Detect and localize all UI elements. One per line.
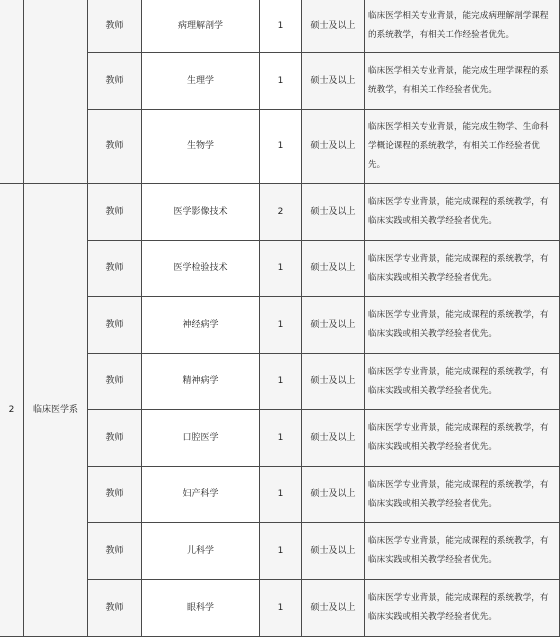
cell-requirement: 临床医学专业背景，能完成课程的系统教学，有临床实践或相关教学经验者优先。 [365, 184, 560, 241]
cell-role: 教师 [88, 523, 142, 580]
cell-degree: 硕士及以上 [302, 241, 365, 297]
cell-role: 教师 [88, 53, 142, 110]
cell-requirement: 临床医学专业背景，能完成课程的系统教学，有临床实践或相关教学经验者优先。 [365, 241, 560, 297]
cell-role: 教师 [88, 110, 142, 184]
cell-count: 1 [260, 410, 302, 467]
cell-index: 2 [0, 184, 24, 637]
cell-count: 1 [260, 110, 302, 184]
cell-requirement: 临床医学相关专业背景，能完成生物学、生命科学概论课程的系统教学，有相关工作经验者优先。 [365, 110, 560, 184]
cell-subject: 儿科学 [142, 523, 260, 580]
cell-degree: 硕士及以上 [302, 184, 365, 241]
cell-count: 1 [260, 0, 302, 53]
cell-requirement: 临床医学专业背景，能完成课程的系统教学，有临床实践或相关教学经验者优先。 [365, 523, 560, 580]
cell-count: 1 [260, 523, 302, 580]
cell-degree: 硕士及以上 [302, 467, 365, 523]
cell-role: 教师 [88, 410, 142, 467]
cell-degree: 硕士及以上 [302, 297, 365, 354]
cell-count: 1 [260, 297, 302, 354]
cell-role: 教师 [88, 354, 142, 410]
cell-role: 教师 [88, 580, 142, 637]
cell-department-empty [24, 0, 88, 184]
cell-requirement: 临床医学专业背景，能完成课程的系统教学，有临床实践或相关教学经验者优先。 [365, 467, 560, 523]
cell-role: 教师 [88, 241, 142, 297]
cell-subject: 口腔医学 [142, 410, 260, 467]
cell-role: 教师 [88, 0, 142, 53]
cell-degree: 硕士及以上 [302, 580, 365, 637]
cell-requirement: 临床医学专业背景，能完成课程的系统教学，有临床实践或相关教学经验者优先。 [365, 297, 560, 354]
cell-count: 2 [260, 184, 302, 241]
cell-role: 教师 [88, 297, 142, 354]
cell-subject: 精神病学 [142, 354, 260, 410]
cell-count: 1 [260, 53, 302, 110]
cell-subject: 医学影像技术 [142, 184, 260, 241]
cell-count: 1 [260, 580, 302, 637]
cell-subject: 病理解剖学 [142, 0, 260, 53]
cell-subject: 眼科学 [142, 580, 260, 637]
cell-requirement: 临床医学专业背景，能完成课程的系统教学，有临床实践或相关教学经验者优先。 [365, 410, 560, 467]
cell-role: 教师 [88, 467, 142, 523]
cell-degree: 硕士及以上 [302, 523, 365, 580]
cell-subject: 神经病学 [142, 297, 260, 354]
cell-requirement: 临床医学专业背景，能完成课程的系统教学，有临床实践或相关教学经验者优先。 [365, 354, 560, 410]
cell-subject: 生理学 [142, 53, 260, 110]
cell-degree: 硕士及以上 [302, 0, 365, 53]
cell-requirement: 临床医学专业背景，能完成课程的系统教学，有临床实践或相关教学经验者优先。 [365, 580, 560, 637]
cell-degree: 硕士及以上 [302, 410, 365, 467]
cell-role: 教师 [88, 184, 142, 241]
cell-subject: 医学检验技术 [142, 241, 260, 297]
cell-degree: 硕士及以上 [302, 53, 365, 110]
cell-degree: 硕士及以上 [302, 354, 365, 410]
cell-subject: 生物学 [142, 110, 260, 184]
cell-department: 临床医学系 [24, 184, 88, 637]
cell-count: 1 [260, 354, 302, 410]
cell-count: 1 [260, 241, 302, 297]
cell-index-empty [0, 0, 24, 184]
cell-count: 1 [260, 467, 302, 523]
cell-requirement: 临床医学相关专业背景，能完成生理学课程的系统教学，有相关工作经验者优先。 [365, 53, 560, 110]
cell-subject: 妇产科学 [142, 467, 260, 523]
cell-degree: 硕士及以上 [302, 110, 365, 184]
cell-requirement: 临床医学相关专业背景，能完成病理解剖学课程的系统教学，有相关工作经验者优先。 [365, 0, 560, 53]
